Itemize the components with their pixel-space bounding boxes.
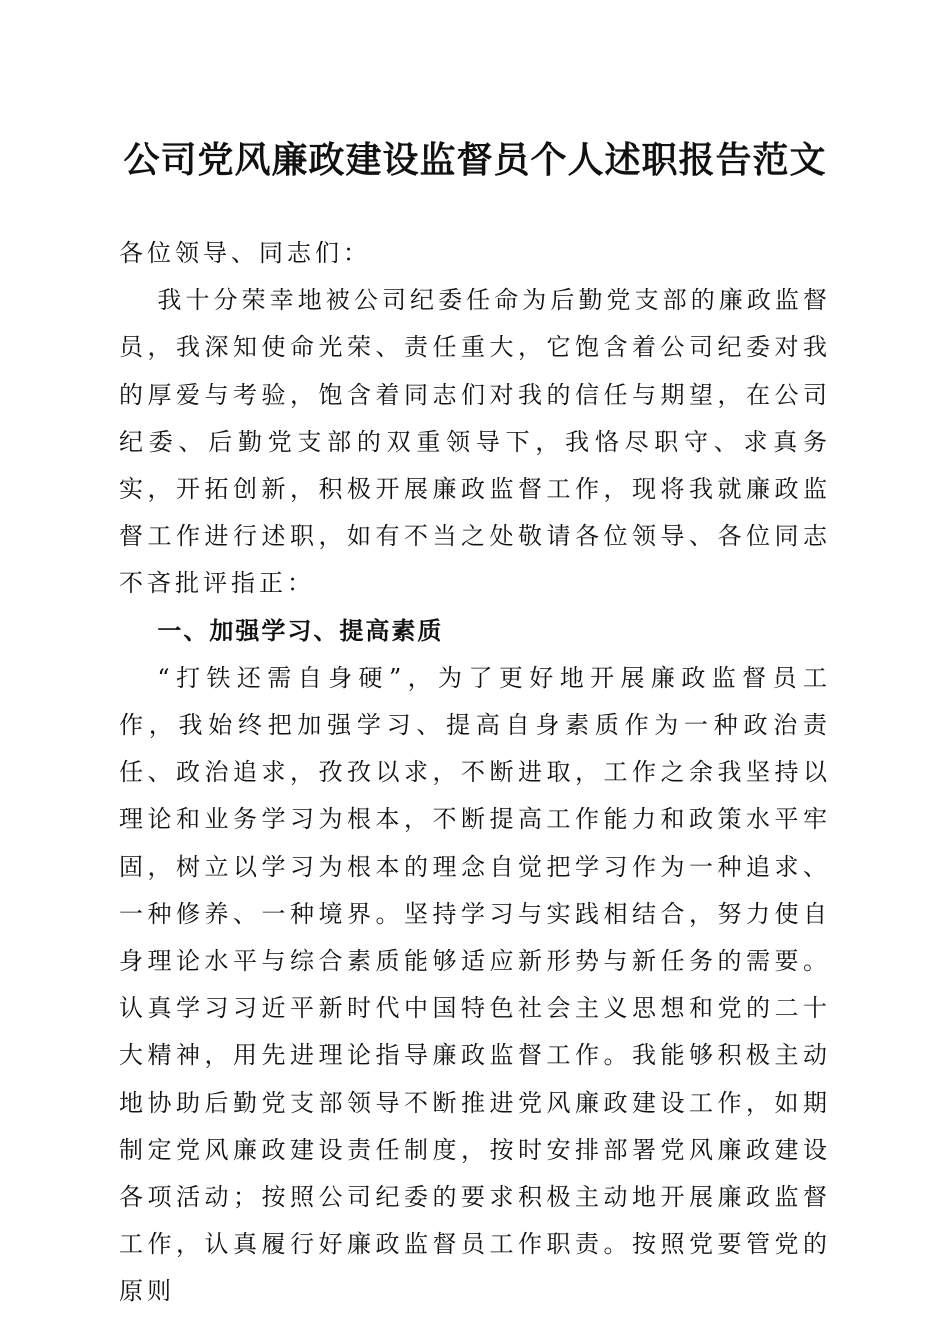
intro-paragraph: 我十分荣幸地被公司纪委任命为后勤党支部的廉政监督员，我深知使命光荣、责任重大，它饱含着公司纪委对我的厚爱与考验，饱含着同志们对我的信任与期望，在公司纪委、后勤党支部的双重领导下，我恪尽职守、求真务实，开拓创新，积极开展廉政监督工作，现将我就廉政监督工作进行述职，如有不当之处敬请各位领导、各位同志不吝批评指正：: [119, 286, 831, 598]
document-title: 公司党风廉政建设监督员个人述职报告范文: [123, 139, 827, 181]
salutation: 各位领导、同志们：: [119, 239, 371, 267]
section-1-paragraph: “打铁还需自身硬”，为了更好地开展廉政监督员工作，我始终把加强学习、提高自身素质作为一种政治责任、政治追求，孜孜以求，不断进取，工作之余我坚持以理论和业务学习为根本，不断提高工作能力和政策水平牢固，树立以学习为根本的理念自觉把学习作为一种追求、一种修养、一种境界。坚持学习与实践相结合，努力使自身理论水平与综合素质能够适应新形势与新任务的需要。认真学习习近平新时代中国特色社会主义思想和党的二十大精神，用先进理论指导廉政监督工作。我能够积极主动地协助后勤党支部领导不断推进党风廉政建设工作，如期制定党风廉政建设责任制度，按时安排部署党风廉政建设各项活动；按照公司纪委的要求积极主动地开展廉政监督工作，认真履行好廉政监督员工作职责。按照党要管党的原则: [119, 663, 831, 1306]
section-heading-1: 一、加强学习、提高素质: [157, 616, 444, 645]
document-body: [119, 230, 831, 1316]
